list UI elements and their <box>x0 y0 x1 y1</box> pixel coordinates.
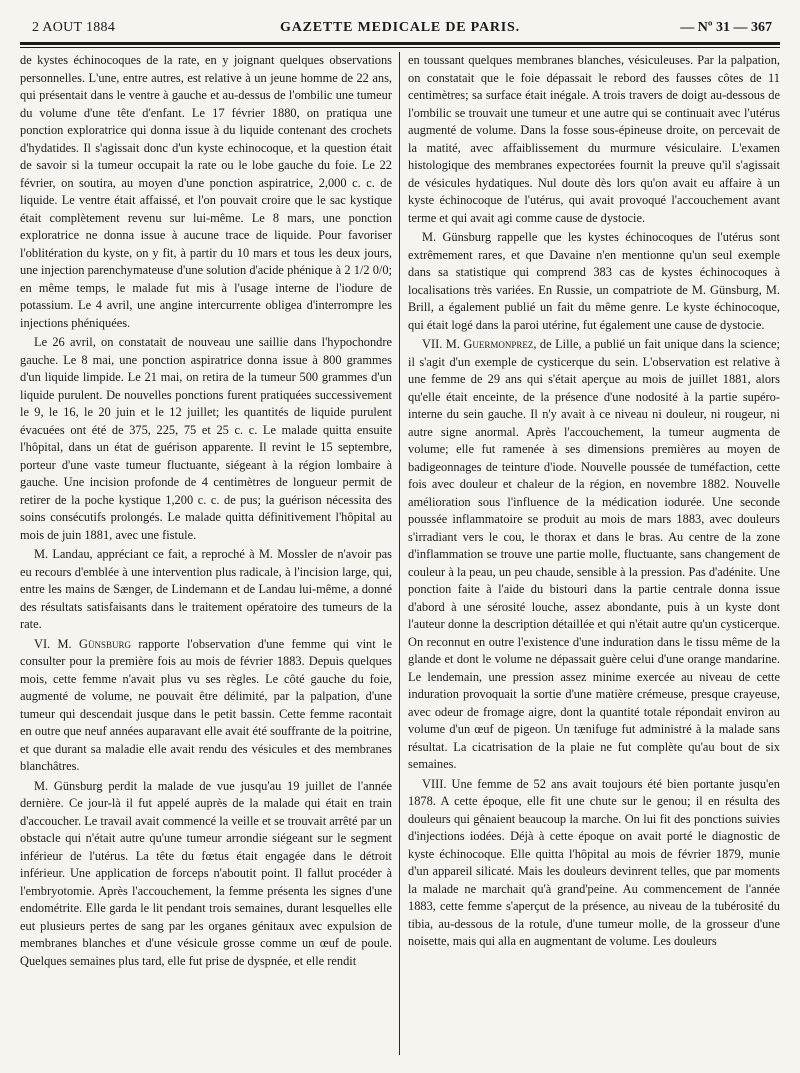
author-name: Guermonprez <box>463 337 534 351</box>
paragraph: de kystes échinocoques de la rate, en y joignant quelques observations personnelles. L'une, entre autres, est relative à un jeune homme de 22 ans, qui présentait dans le ventre à gauche et au-dessus de l'ombilic une tumeur du volume d'une tête d'enfant. Le 17 février 1880, on pratiqua une ponction exploratrice qui donna issue à du liquide contenant des crochets d'hydatides. Il s'agissait donc d'un kyste echinocoque, et la question était de savoir si la tumeur occupait la rate ou le lobe gauche du foie. Le 22 février, on soutira, au moyen d'une ponction aspiratrice, 2,000 c. c. de liquide. Le ventre était affaissé, et l'on pouvait croire que le sac kystique était complètement revenu sur lui-même. Le 8 mars, une ponction exploratrice ne donna issue à aucune trace de liquide. Pour favoriser l'oblitération du kyste, on y fit, à partir du 10 mars et tous les deux jours, une injection parenchymateuse d'une solution d'acide phénique à 2 1/2 0/0; en même temps, le malade fut mis à l'usage interne de l'iodure de potassium. Le 4 avril, une angine intercurrente obligea d'interrompre les injections phéniquées. <box>20 53 392 330</box>
header-rule-thick <box>20 42 780 45</box>
header-rule-thin <box>20 47 780 48</box>
paragraph: en toussant quelques membranes blanches, vésiculeuses. Par la palpation, on constatait que le foie dépassait le rebord des fausses côtes de 11 centimètres; sa surface était inégale. A trois travers de doigt au-dessous de l'ombilic se trouvait une tumeur et une autre qui se continuait avec l'utérus augmenté de volume. Dans la fosse sous-épineuse droite, on percevait de la matité, avec affaiblissement du murmure vésiculaire. L'examen histologique des membranes expectorées fournit la preuve qu'il s'agissait de vésicules hydatiques. Nul doute dès lors qu'on avait eu affaire à un kyste échinocoque de l'utérus, qui avait provoqué l'accouchement avant terme et qui avait agi comme cause de dystocie. <box>408 53 780 225</box>
author-name: Günsburg <box>79 636 131 651</box>
issue-page-number: — Nº 31 — 367 <box>680 20 772 35</box>
left-column <box>20 52 392 1055</box>
column-divider <box>399 52 400 1055</box>
journal-title: GAZETTE MEDICALE DE PARIS. <box>280 20 520 35</box>
paragraph: M. Günsburg perdit la malade de vue jusqu'au 19 juillet de l'année dernière. Ce jour-là il fut appelé auprès de la malade qui était en train d'accoucher. Le travail avait commencé la veille et se trouvait arrêté par un obstacle qui n'était autre qu'une tumeur arrondie siégeant sur le segment inférieur de l'utérus. La tête du fœtus était engagée dans le détroit inférieur. Une application de forceps n'aboutit point. Il fallut procéder à l'embryotomie. Après l'accouchement, la femme présenta les signes d'une endométrite. Elle garda le lit pendant trois semaines, durant lesquelles elle eut plusieurs pertes de sang par les organes génitaux avec expulsion de membranes blanches et d'une vésicule grosse comme un œuf de poule. Quelques semaines plus tard, elle fut prise de dyspnée, et elle rendit <box>20 778 392 968</box>
paragraph: M. Landau, appréciant ce fait, a reproché à M. Mossler de n'avoir pas eu recours d'emblée à une intervention plus radicale, à l'incision large, qui, entre les mains de Sænger, de Lindemann et de Landau lui-même, a donné des résultats satisfaisants dans le traitement opératoire des tumeurs de la rate. <box>20 547 392 631</box>
page-header <box>20 16 780 40</box>
paragraph-text: , de Lille, a publié un fait unique dans la science; il s'agit d'un exemple de cysticerque du sein. L'observation est relative à une femme de 29 ans qui s'était aperçue au mois de juillet 1881, alors qu'elle était enceinte, de la présence d'une nodosité à la partie supéro-interne du sein gauche. Il n'y avait à ce niveau ni douleur, ni rougeur, ni autre signe anormal. Après l'accouchement, la tumeur augmenta de volume; elle fut ramenée à ses dimensions premières au moyen de badigeonnages de teinture d'iode. Nouvelle poussée de tuméfaction, cette fois avec douleur et chaleur de la région, en novembre 1882. Nouvelle amélioration sous l'influence de la médication iodurée. Une seconde poussée inflammatoire se produit au mois de mars 1883, avec douleurs s'irradiant vers le cou, le thorax et dans le bras. Au centre de la zone d'inflammation se trouve une partie molle, fluctuante, sans changement de couleur à la peau, un peu chaude, sensible à la pression. Pas d'adénite. Une ponction faite à l'aide du bistouri dans la partie centrale donna issue d'abord à une sérosité louche, assez abondante, puis à un kyste dont l'auteur donne la description détaillée et qui n'était autre qu'un cysticerque. On reconnut en outre l'existence d'une induration dans le tissu même de la glande et dont le volume ne dépassait guère celui d'une orange mandarine. Le lendemain, une pression assez minime exercée au niveau de cette induration provoquait la sortie d'une matière crémeuse, presque crayeuse, avec odeur de fromage aigre, dont la quantité totale répondait environ au volume d'un œuf de pigeon. Un tænifuge fut administré à la malade sans résultat. La cicatrisation de la plaie ne fut complète qu'au bout de six semaines. <box>408 337 780 771</box>
section-number: VII. M. <box>422 337 464 351</box>
paragraph <box>20 636 392 776</box>
section-number: VI. M. <box>34 636 79 651</box>
paragraph <box>408 336 780 774</box>
right-column <box>408 52 780 1055</box>
paragraph: VIII. Une femme de 52 ans avait toujours été bien portante jusqu'en 1878. A cette époque, elle fit une chute sur le genou; il en résulta des douleurs qui gênaient beaucoup la marche. On lui fit des ponctions suivies d'injections iodées. Déjà à cette époque on avait porté le diagnostic de kyste échinocoque. Elle quitta l'hôpital au mois de février 1879, munie d'un appareil silicaté. Mais les douleurs devinrent telles, que par moments la malade ne marchait qu'à grand'peine. Au commencement de l'année 1883, cette femme s'aperçut de la présence, au niveau de la tubérosité du tibia, au-dessous de la rotule, d'une tumeur molle, de la grosseur d'une noisette, mais qui alla en augmentant de volume. Les douleurs <box>408 776 780 948</box>
issue-date: 2 AOUT 1884 <box>32 20 116 35</box>
paragraph-text: rapporte l'observation d'une femme qui vint le consulter pour la première fois au mois de février 1883. Depuis quelques mois, cette femme n'avait plus vu ses règles. Le côté gauche du foie, augmenté de volume, ne pouvait être délimité, par la palpation, d'une tumeur qui descendait jusque dans le petit bassin. Cette femme racontait en outre que neuf années auparavant elle avait été souffrante de la poitrine, et que durant sa maladie elle avait rendu des vésicules et des membranes blanchâtres. <box>20 636 392 773</box>
paragraph: Le 26 avril, on constatait de nouveau une saillie dans l'hypochondre gauche. Le 8 mai, une ponction aspiratrice donna issue à 800 grammes d'un liquide limpide. Le 21 mai, on retira de la tumeur 500 grammes d'un liquide purulent. De nouvelles ponctions furent pratiquées successivement le 9, le 16, le 20 juin et le 12 juillet; les quantités de liquide purulent évacuées ont été de 375, 225, 75 et 25 c. c. Le malade quitta ensuite l'hôpital, dans un état de guérison apparente. Il revint le 15 septembre, porteur d'une vaste tumeur fluctuante, siégeant à la région lombaire à gauche. Une incision profonde de 4 centimètres de longueur permit de retirer de la poche kystique 1,200 c. c. de pus; la guérison nécessita des soins consécutifs prolongés. Le malade quitta définitivement l'hôpital au mois de juin 1881, avec une fistule. <box>20 335 392 542</box>
paragraph: M. Günsburg rappelle que les kystes échinocoques de l'utérus sont extrêmement rares, et que Davaine n'en mentionne qu'un seul exemple dans sa statistique qui comprend 383 cas de kystes échinocoques à localisations très variées. En Russie, un compatriote de M. Günsburg, M. Brill, a également publié un fait du même genre. Le kyste échinocoque, qui était logé dans la paroi utérine, fut également une cause de dystocie. <box>408 230 780 332</box>
